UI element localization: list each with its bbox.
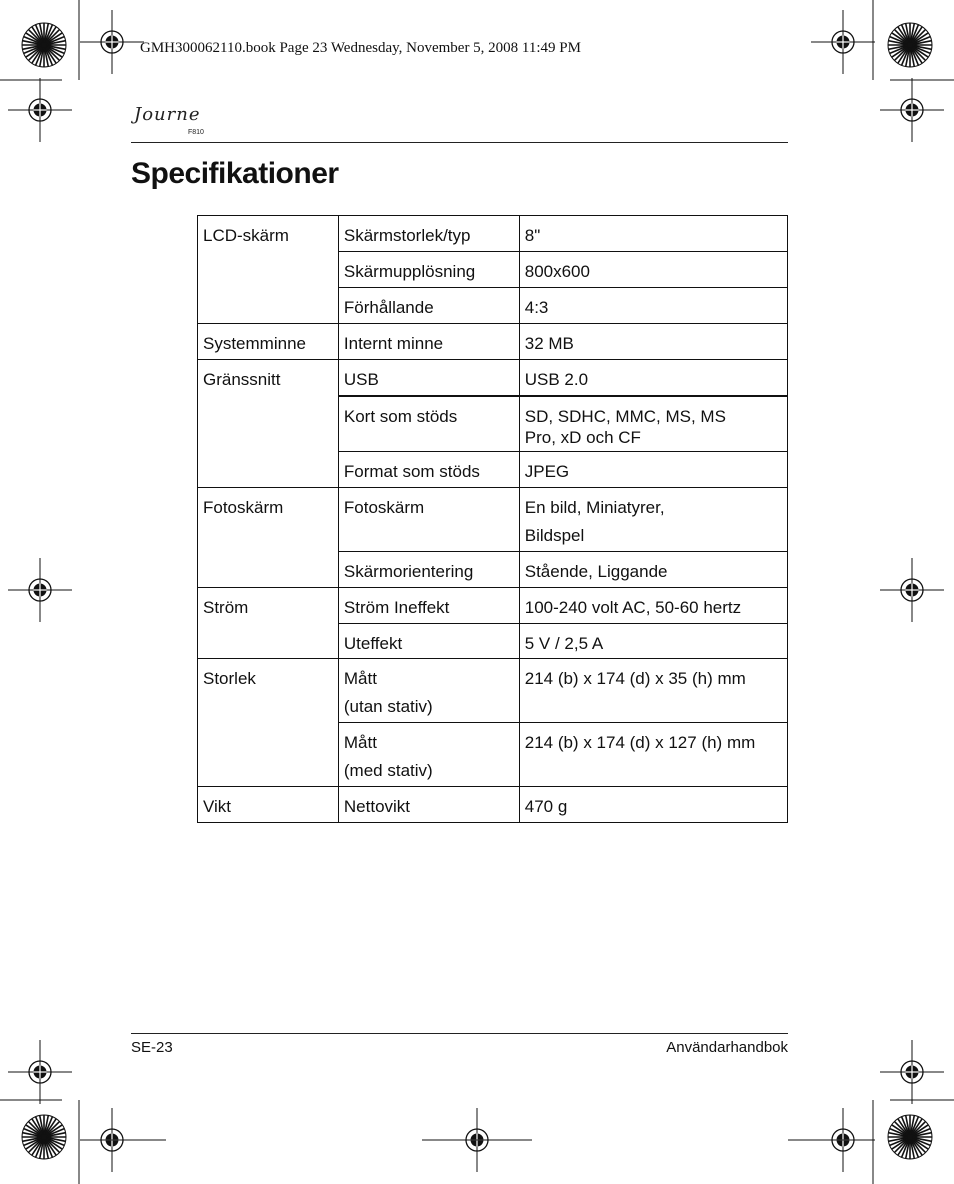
- spec-name: Uteffekt: [338, 624, 519, 659]
- spec-name: Format som stöds: [338, 452, 519, 488]
- spec-name: Internt minne: [338, 324, 519, 360]
- spec-name: Fotoskärm: [338, 488, 519, 552]
- page-title: Specifikationer: [131, 157, 339, 190]
- spec-value: 100-240 volt AC, 50-60 hertz: [519, 588, 787, 624]
- spec-value-line: Pro, xD och CF: [524, 427, 641, 447]
- spec-value: 214 (b) x 174 (d) x 127 (h) mm: [519, 723, 787, 787]
- spec-name: Skärmorientering: [338, 552, 519, 588]
- spec-category: Systemminne: [198, 324, 339, 360]
- book-title: Användarhandbok: [666, 1039, 788, 1056]
- spec-value: 214 (b) x 174 (d) x 35 (h) mm: [519, 659, 787, 723]
- spec-value-line: En bild, Miniatyrer,: [524, 498, 665, 517]
- spec-name: [338, 659, 519, 723]
- spec-table: [197, 215, 788, 823]
- spec-name: Skärmupplösning: [338, 252, 519, 288]
- spec-category: Storlek: [198, 659, 339, 787]
- spec-name: Skärmstorlek/typ: [338, 216, 519, 252]
- spec-name: Ström Ineffekt: [338, 588, 519, 624]
- table-row: [198, 787, 788, 823]
- print-slug-line: GMH300062110.book Page 23 Wednesday, November 5, 2008 11:49 PM: [140, 40, 581, 56]
- spec-category: Fotoskärm: [198, 488, 339, 588]
- spec-value: 32 MB: [519, 324, 787, 360]
- spec-name-line: (med stativ): [343, 761, 433, 780]
- logo-script: Journe: [134, 104, 201, 125]
- spec-category: Gränssnitt: [198, 360, 339, 488]
- spec-value: 4:3: [519, 288, 787, 324]
- table-row: [198, 488, 788, 552]
- spec-name: Förhållande: [338, 288, 519, 324]
- logo-model: F810: [188, 129, 204, 136]
- spec-value-line: SD, SDHC, MMC, MS, MS: [524, 406, 726, 426]
- spec-name: Kort som stöds: [338, 396, 519, 452]
- table-row: [198, 216, 788, 252]
- spec-value: Stående, Liggande: [519, 552, 787, 588]
- spec-value: USB 2.0: [519, 360, 787, 396]
- spec-name: USB: [338, 360, 519, 396]
- footer-rule: [131, 1033, 788, 1034]
- table-row: [198, 360, 788, 396]
- spec-value-line: Bildspel: [524, 526, 585, 545]
- spec-value: [519, 396, 787, 452]
- header-rule: [131, 142, 788, 143]
- spec-value: 8": [519, 216, 787, 252]
- spec-value: [519, 488, 787, 552]
- page-number: SE-23: [131, 1039, 173, 1056]
- spec-value: JPEG: [519, 452, 787, 488]
- table-row: [198, 324, 788, 360]
- spec-name: [338, 723, 519, 787]
- spec-value: 800x600: [519, 252, 787, 288]
- table-row: [198, 659, 788, 723]
- spec-category: Vikt: [198, 787, 339, 823]
- spec-value: 5 V / 2,5 A: [519, 624, 787, 659]
- spec-name-line: Mått: [343, 733, 377, 752]
- table-row: [198, 588, 788, 624]
- brand-logo: [132, 104, 222, 140]
- spec-name-line: Mått: [343, 669, 377, 688]
- spec-name-line: (utan stativ): [343, 697, 433, 716]
- spec-category: LCD-skärm: [198, 216, 339, 324]
- spec-category: Ström: [198, 588, 339, 659]
- spec-name: Nettovikt: [338, 787, 519, 823]
- spec-value: 470 g: [519, 787, 787, 823]
- spec-table-body: [198, 216, 788, 823]
